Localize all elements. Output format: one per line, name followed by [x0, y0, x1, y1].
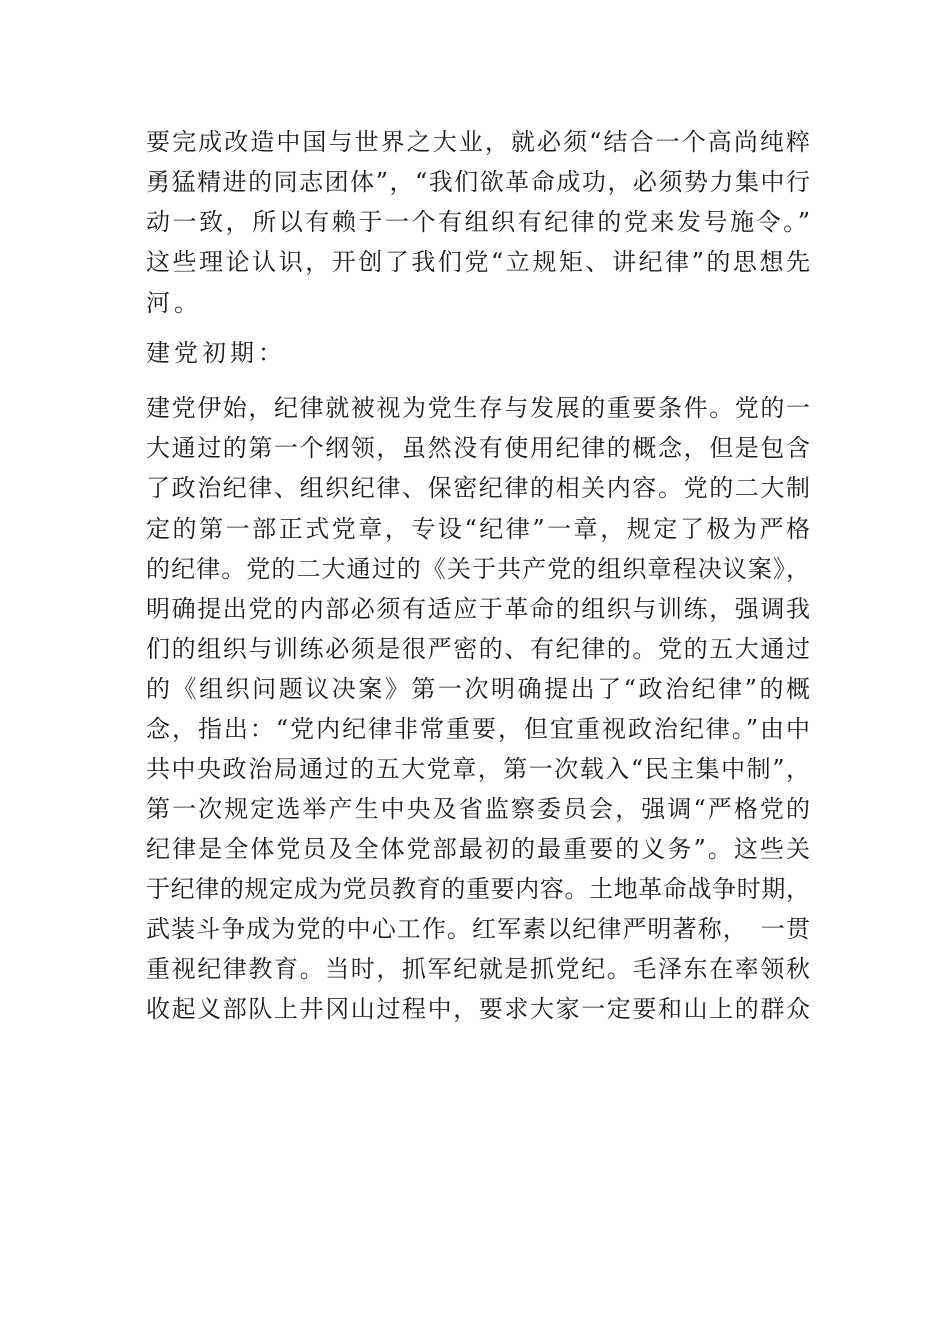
- text-line: 勇猛精进的同志团体”，“我们欲革命成功，必须势力集中行: [146, 168, 810, 196]
- text-line: 的纪律。党的二大通过的《关于共产党的组织章程决议案》，: [146, 555, 810, 583]
- text-line: 第一次规定选举产生中央及省监察委员会，强调“严格党的: [146, 795, 810, 823]
- text-line: 共中央政治局通过的五大党章，第一次载入“民主集中制”，: [146, 755, 810, 783]
- text-line: 这些理论认识，开创了我们党“立规矩、讲纪律”的思想先: [146, 248, 810, 276]
- text-line: 武装斗争成为党的中心工作。红军素以纪律严明著称， 一贯: [146, 915, 810, 943]
- section-heading: 建党初期：: [146, 339, 286, 367]
- text-line: 了政治纪律、组织纪律、保密纪律的相关内容。党的二大制: [146, 474, 810, 502]
- text-line: 们的组织与训练必须是很严密的、有纪律的。党的五大通过: [146, 635, 810, 663]
- text-line: 念，指出：“党内纪律非常重要，但宜重视政治纪律。”由中: [146, 715, 810, 743]
- text-line: 于纪律的规定成为党员教育的重要内容。土地革命战争时期，: [146, 875, 810, 903]
- text-line: 明确提出党的内部必须有适应于革命的组织与训练，强调我: [146, 595, 810, 623]
- text-line: 重视纪律教育。当时，抓军纪就是抓党纪。毛泽东在率领秋: [146, 955, 810, 983]
- text-line: 大通过的第一个纲领，虽然没有使用纪律的概念，但是包含: [146, 434, 810, 462]
- text-line: 收起义部队上井冈山过程中，要求大家一定要和山上的群众: [146, 995, 810, 1023]
- text-line: 河。: [146, 289, 202, 317]
- text-line: 动一致，所以有赖于一个有组织有纪律的党来发号施令。”: [146, 208, 810, 236]
- text-line: 要完成改造中国与世界之大业，就必须“结合一个高尚纯粹: [146, 128, 810, 156]
- text-line: 纪律是全体党员及全体党部最初的最重要的义务”。这些关: [146, 835, 810, 863]
- text-line: 定的第一部正式党章，专设“纪律”一章，规定了极为严格: [146, 515, 810, 543]
- text-line: 建党伊始，纪律就被视为党生存与发展的重要条件。党的一: [146, 394, 810, 422]
- text-line: 的《组织问题议决案》第一次明确提出了“政治纪律”的概: [146, 675, 810, 703]
